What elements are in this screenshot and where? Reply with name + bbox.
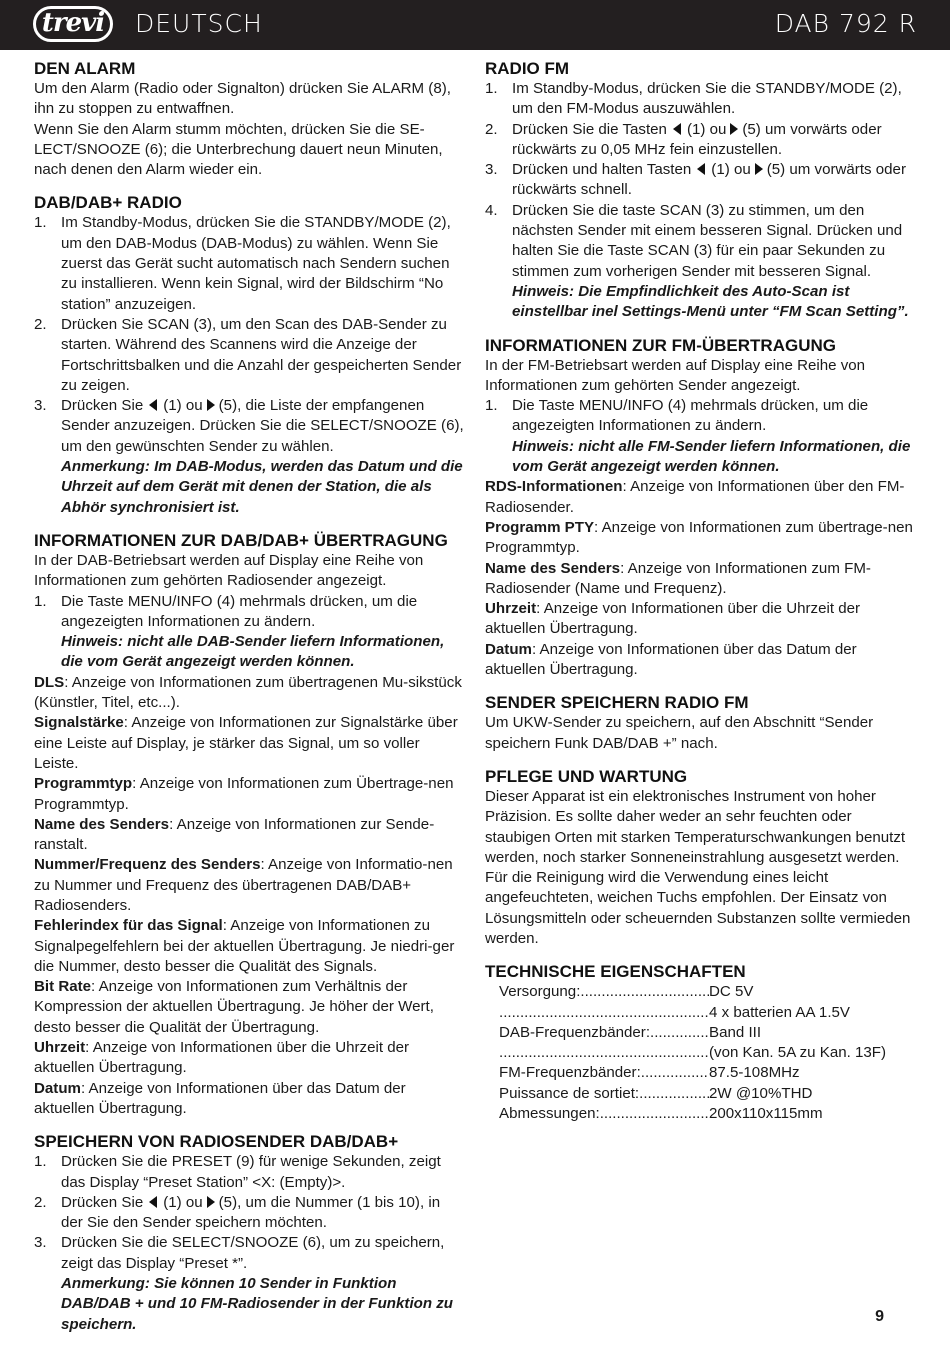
list-item: 3. Drücken Sie (1) ou (5), die Liste der empfangenen Sender anzuzeigen. Drücken Sie die SELECT/SNOOZE (6), um den gewünschten Sender zu wählen. Anmerkung: Im DAB-Modus, werden das Datum und die Uhrzeit auf dem Gerät mit denen der Station, die als Abhör synchronisiert ist. <box>34 396 466 518</box>
list-item: 1. Im Standby-Modus, drücken Sie die STANDBY/MODE (2), um den FM-Modus auszuwählen. <box>485 80 902 118</box>
left-arrow-icon <box>697 163 705 175</box>
spec-row: Puissance de sortiet: ..... 2W @10%THD <box>499 1084 917 1104</box>
right-column <box>485 58 917 1136</box>
info-item: Datum: Anzeige von Informationen über das Datum der aktuellen Übertragung. <box>485 640 857 679</box>
section-title: RADIO FM <box>485 59 570 78</box>
section-title: DEN ALARM <box>34 59 136 78</box>
right-arrow-icon <box>730 123 738 135</box>
list-item: 3. Drücken Sie die SELECT/SNOOZE (6), um zu speichern, zeigt das Display “Preset *”. Anmerkung: Sie können 10 Sender in Funktion DAB/DAB + und 10 FM-Radiosender in der Funktion zu speichern. <box>34 1233 466 1334</box>
info-item: Bit Rate: Anzeige von Informationen zum Verhältnis der Kompression der aktuellen Übertragung. Je höher der Wert, desto besser die Qualität der Übertragung. <box>34 978 434 1036</box>
spec-row: Versorgung: ..... DC 5V <box>499 982 917 1002</box>
info-item: RDS-Informationen: Anzeige von Informationen über den FM-Radiosender. <box>485 478 905 516</box>
info-item: Programm PTY: Anzeige von Informationen zum übertrage-nen Programmtyp. <box>485 518 913 557</box>
paragraph: In der DAB-Betriebsart werden auf Display eine Reihe von Informationen zum gehörten Radiosender angezeigt. <box>34 551 424 590</box>
info-item: Signalstärke: Anzeige von Informationen zur Signalstärke über eine Leiste auf Display, je stärker das Signal, um so voller Leiste. <box>34 714 458 772</box>
spec-row: FM-Frequenzbänder: ..... 87.5-108MHz <box>499 1063 917 1083</box>
list-item: 2. Drücken Sie (1) ou (5), um die Nummer (1 bis 10), in der Sie den Sender speichern möchten. <box>34 1193 441 1232</box>
left-arrow-icon <box>149 399 157 411</box>
right-arrow-icon <box>207 1196 215 1208</box>
section-care <box>485 766 917 949</box>
list-item: 3. Drücken und halten Tasten (1) ou (5) um vorwärts oder rückwärts schnell. <box>485 161 906 199</box>
section-store-dab <box>34 1131 466 1335</box>
section-title: SPEICHERN VON RADIOSENDER DAB/DAB+ <box>34 1132 399 1152</box>
spec-table <box>485 982 917 1124</box>
list-item: 1. Im Standby-Modus, drücken Sie die STANDBY/MODE (2), um den DAB-Modus (DAB-Modus) zu wählen. Wenn Sie zuerst das Gerät sucht automatisch nach Sendern suchen zu installieren. Wenn kein Signal, wird der Bildschirm “No station” anzuzeigen. <box>34 214 451 313</box>
paragraph: Um den Alarm (Radio oder Signalton) drücken Sie ALARM (8), ihn zu stoppen zu entwaffnen. <box>34 80 451 118</box>
list-item: 1. Die Taste MENU/INFO (4) mehrmals drücken, um die angezeigten Informationen zu ändern. Hinweis: nicht alle FM-Sender liefern Informationen, die vom Gerät angezeigt werden können. <box>485 396 917 477</box>
section-dab-radio <box>34 192 466 517</box>
section-title: SENDER SPEICHERN RADIO FM <box>485 693 749 713</box>
section-title: TECHNISCHE EIGENSCHAFTEN <box>485 962 746 982</box>
right-arrow-icon <box>755 163 763 175</box>
spec-row: DAB-Frequenzbänder: ..... Band III <box>499 1023 917 1043</box>
model-label: DAB 792 R <box>774 9 917 38</box>
info-item: Fehlerindex für das Signal: Anzeige von Informationen zu Signalpegelfehlern bei der aktuellen Übertragung. Je niedri-ger die Nummer, desto besser die Qualität des Signals. <box>34 917 455 975</box>
info-item: Name des Senders: Anzeige von Informationen zur Sende-ranstalt. <box>34 815 435 854</box>
page-number: 9 <box>875 1308 884 1325</box>
left-arrow-icon <box>149 1196 157 1208</box>
paragraph: In der FM-Betriebsart werden auf Display eine Reihe von Informationen zum gehörten Sender angezeigt. <box>485 356 866 394</box>
note: Hinweis: Die Empfindlichkeit des Auto-Scan ist einstellbar inel Settings-Menü unter “FM Scan Setting”. <box>512 282 909 321</box>
section-store-fm <box>485 692 917 754</box>
spec-row: ..... (von Kan. 5A zu Kan. 13F) <box>499 1043 917 1063</box>
list-item: 1. Die Taste MENU/INFO (4) mehrmals drücken, um die angezeigten Informationen zu ändern. Hinweis: nicht alle DAB-Sender liefern Informationen, die vom Gerät angezeigt werden können. <box>34 592 466 673</box>
note: Hinweis: nicht alle FM-Sender liefern Informationen, die vom Gerät angezeigt werden können. <box>512 437 911 476</box>
info-item: DLS: Anzeige von Informationen zum übertragenen Mu-sikstück (Künstler, Titel, etc...). <box>34 673 462 712</box>
list-item: 2. Drücken Sie die Tasten (1) ou (5) um vorwärts oder rückwärts zu 0,05 MHz fein einzustellen. <box>485 120 882 158</box>
list-item: 4. Drücken Sie die taste SCAN (3) zu stimmen, um den nächsten Sender mit einem besseren Signal. Drücken und halten Sie die Taste SCAN (3) für ein paar Sekunden zu stimmen zum vorherigen Sender mit besseren Signal. Hinweis: Die Empfindlichkeit des Auto-Scan ist einstellbar inel Settings-Menü unter “FM Scan Setting”. <box>485 201 917 323</box>
section-title: PFLEGE UND WARTUNG <box>485 766 688 786</box>
left-column <box>34 58 466 1347</box>
section-title: INFORMATIONEN ZUR DAB/DAB+ ÜBERTRAGUNG <box>34 530 448 550</box>
section-radio-fm <box>485 58 917 323</box>
section-fm-info <box>485 335 917 681</box>
info-item: Nummer/Frequenz des Senders: Anzeige von Informatio-nen zu Nummer und Frequenz des übertragenen DAB/DAB+ Radiosenders. <box>34 856 453 914</box>
spec-row: Abmessungen: ..... 200x110x115mm <box>499 1104 917 1124</box>
section-title: INFORMATIONEN ZUR FM-ÜBERTRAGUNG <box>485 335 836 355</box>
section-title: DAB/DAB+ RADIO <box>34 193 182 213</box>
note: Anmerkung: Im DAB-Modus, werden das Datum und die Uhrzeit auf dem Gerät mit denen der Station, die als Abhör synchronisiert ist. <box>61 458 463 516</box>
page-header <box>0 0 950 50</box>
language-label: DEUTSCH <box>135 9 263 38</box>
section-dab-info <box>34 530 466 1119</box>
trevi-logo: trevi <box>33 6 113 42</box>
paragraph: Wenn Sie den Alarm stumm möchten, drücken Sie die SE-LECT/SNOOZE (6); die Unterbrechung dauert neun Minuten, nach denen den Alarm wieder ein. <box>34 120 443 179</box>
list-item: 2. Drücken Sie SCAN (3), um den Scan des DAB-Sender zu starten. Während des Scannens wird die Anzeige der Fortschrittsbalken und die Anzahl der gespeicherten Sender zu zeigen. <box>34 315 462 394</box>
section-alarm <box>34 58 466 180</box>
list-item: 1. Drücken Sie die PRESET (9) für wenige Sekunden, zeigt das Display “Preset Station” <X: (Empty)>. <box>34 1153 441 1191</box>
spec-row: ..... 4 x batterien AA 1.5V <box>499 1003 917 1023</box>
note: Anmerkung: Sie können 10 Sender in Funktion DAB/DAB + und 10 FM-Radiosender in der Funktion zu speichern. <box>61 1275 454 1333</box>
info-item: Programmtyp: Anzeige von Informationen zum Übertrage-nen Programmtyp. <box>34 775 454 813</box>
paragraph: Dieser Apparat ist ein elektronisches Instrument von hoher Präzision. Es sollte daher weder an sehr feuchten oder staubigen Orten mit starken Temperaturschwankungen benutzt werden, noch starker Sonneneinstrahlung ausgesetzt werden. Für die Reinigung wird die Verwendung eines leicht angefeuchteten, weichen Tuchs empfohlen. Der Einsatz von Lösungsmitteln oder scheuernden Substanzen sollte vermieden werden. <box>485 787 911 947</box>
left-arrow-icon <box>673 123 681 135</box>
info-item: Uhrzeit: Anzeige von Informationen über die Uhrzeit der aktuellen Übertragung. <box>34 1039 410 1077</box>
section-specs <box>485 961 917 1124</box>
info-item: Datum: Anzeige von Informationen über das Datum der aktuellen Übertragung. <box>34 1079 406 1117</box>
paragraph: Um UKW-Sender zu speichern, auf den Abschnitt “Sender speichern Funk DAB/DAB +” nach. <box>485 714 874 752</box>
info-item: Uhrzeit: Anzeige von Informationen über die Uhrzeit der aktuellen Übertragung. <box>485 600 861 638</box>
note: Hinweis: nicht alle DAB-Sender liefern Informationen, die vom Gerät angezeigt werden können. <box>61 633 445 671</box>
right-arrow-icon <box>207 399 215 411</box>
info-item: Name des Senders: Anzeige von Informationen zum FM-Radiosender (Name und Frequenz). <box>485 559 871 597</box>
